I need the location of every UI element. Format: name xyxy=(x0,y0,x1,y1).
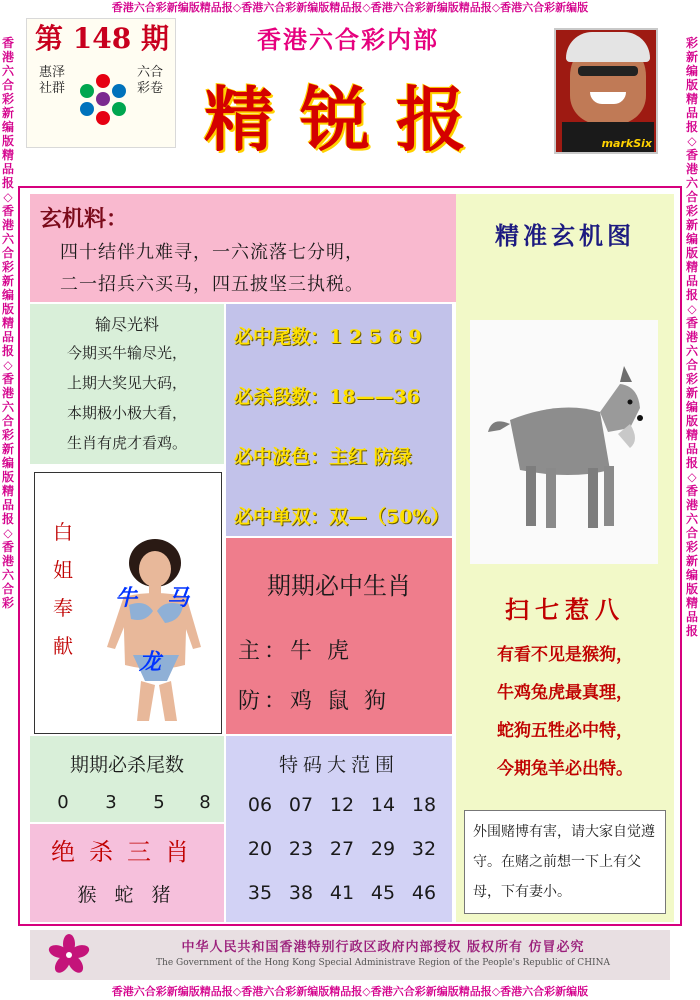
logo-left-text: 惠泽社群 xyxy=(38,65,65,96)
kill-tail-number: 3 xyxy=(105,792,117,813)
girl-side-char: 姐 xyxy=(53,558,73,582)
bauhinia-emblem-icon xyxy=(48,934,90,976)
poem-line: 生肖有虎才看鸡。 xyxy=(66,434,187,452)
special-number: 27 xyxy=(329,838,355,860)
special-number: 12 xyxy=(329,794,355,816)
portrait-glasses xyxy=(578,66,638,76)
bottom-border-banner: 香港六合彩新编版精品报◇香港六合彩新编版精品报◇香港六合彩新编版精品报◇香港六合彩新编版 xyxy=(111,985,589,998)
special-number: 23 xyxy=(288,838,314,860)
girl-figure-illustration xyxy=(93,535,211,723)
kill-range-line: 必杀段数：18——36 xyxy=(234,386,420,408)
sweep-title: 扫七惹八 xyxy=(505,595,625,624)
kill-three-title: 绝杀三肖 xyxy=(51,838,203,866)
right-border-banner: 彩新编版精品报◇香港六合彩新编版精品报◇香港六合彩新编版精品报◇香港六合彩新编版精品报 xyxy=(685,36,698,638)
photo-brand-logo: markSix xyxy=(601,137,652,150)
zodiac-section xyxy=(226,538,452,734)
issue-number: 第 148 期 xyxy=(35,22,169,55)
kill-three-animals: 猴 蛇 猪 xyxy=(77,884,177,906)
kill-tail-title: 期期必杀尾数 xyxy=(69,754,184,776)
issue-box xyxy=(26,18,176,148)
special-number: 38 xyxy=(288,882,314,904)
sweep-line: 牛鸡兔虎最真理， xyxy=(497,683,633,703)
girl-image-box xyxy=(34,472,222,734)
top-border-banner: 香港六合彩新编版精品报◇香港六合彩新编版精品报◇香港六合彩新编版精品报◇香港六合彩新编版 xyxy=(111,1,589,14)
special-number: 32 xyxy=(411,838,437,860)
girl-side-char: 奉 xyxy=(53,596,73,620)
wave-color-line: 必中波色：主红 防绿 xyxy=(234,446,412,468)
special-number: 06 xyxy=(247,794,273,816)
footer xyxy=(30,930,670,980)
zodiac-main: 主：牛 虎 xyxy=(238,639,353,664)
gambling-notice: 外围赌博有害，请大家自觉遵守。在赌之前想一下上有父母，下有妻小。 xyxy=(464,810,666,914)
special-number: 46 xyxy=(411,882,437,904)
xuanji-title: 玄机料： xyxy=(40,206,129,232)
right-column xyxy=(456,194,674,922)
left-border-banner: 香港六合彩新编版精品报◇香港六合彩新编版精品报◇香港六合彩新编版精品报◇香港六合彩 xyxy=(1,36,14,610)
special-title: 特码大范围 xyxy=(278,754,399,776)
lottery-logo-icon xyxy=(75,71,131,127)
header-subtitle: 香港六合彩内部 xyxy=(257,25,439,54)
xuanji-line-1: 四十结伴九难寻，一六流落七分明， xyxy=(60,242,364,263)
poem-title: 输尽光料 xyxy=(94,315,159,334)
kill-tail-section xyxy=(30,736,224,822)
main-frame xyxy=(18,186,682,926)
girl-side-text xyxy=(43,513,83,665)
dog-photo xyxy=(470,320,658,564)
poem-line: 今期买牛输尽光， xyxy=(66,344,187,362)
poem-line: 本期极小极大看， xyxy=(66,404,187,422)
poem-section xyxy=(30,304,224,464)
portrait-photo xyxy=(554,28,658,154)
footer-english-text: The Government of the Hong Kong Special Administrave Region of the People's Republic of CHINA xyxy=(156,958,610,968)
sweep-line: 今期兔羊必出特。 xyxy=(497,759,633,779)
kill-tail-number: 8 xyxy=(199,792,211,813)
xuanji-section xyxy=(30,194,458,302)
girl-annotation: 龙 xyxy=(139,649,162,675)
special-number: 18 xyxy=(411,794,437,816)
header xyxy=(18,16,682,186)
sweep-line: 有看不见是猴狗， xyxy=(497,645,633,665)
girl-annotation: 牛 xyxy=(115,585,138,611)
special-number: 07 xyxy=(288,794,314,816)
xuanji-line-2: 二一招兵六买马，四五披坚三执税。 xyxy=(60,274,364,295)
special-number: 45 xyxy=(370,882,396,904)
portrait-hair xyxy=(566,32,650,62)
header-title: 精锐报 xyxy=(204,78,492,161)
footer-chinese-text: 中华人民共和国香港特别行政区政府内部授权 版权所有 仿冒必究 xyxy=(181,940,585,955)
girl-annotation: 马 xyxy=(167,585,190,611)
zodiac-guard: 防：鸡 鼠 狗 xyxy=(238,689,390,714)
special-number: 35 xyxy=(247,882,273,904)
special-number: 14 xyxy=(370,794,396,816)
sweep-line: 蛇狗五牲必中特， xyxy=(497,721,633,741)
special-number: 41 xyxy=(329,882,355,904)
prediction-section xyxy=(226,304,452,536)
tail-number-line: 必中尾数：1 2 5 6 9 xyxy=(234,326,422,348)
girl-side-char: 献 xyxy=(53,634,73,658)
girl-side-char: 白 xyxy=(53,520,73,544)
kill-tail-number: 0 xyxy=(57,792,69,813)
zodiac-title: 期期必中生肖 xyxy=(267,572,411,600)
odd-even-line: 必中单双：双—（50%） xyxy=(234,506,450,528)
special-number: 29 xyxy=(370,838,396,860)
special-number: 20 xyxy=(247,838,273,860)
logo-right-text: 六合彩卷 xyxy=(136,65,163,96)
mystery-image-title: 精准玄机图 xyxy=(495,221,635,250)
kill-three-section xyxy=(30,824,224,922)
special-number-section xyxy=(226,736,452,922)
poem-line: 上期大奖见大码， xyxy=(66,374,187,392)
kill-tail-number: 5 xyxy=(153,792,165,813)
